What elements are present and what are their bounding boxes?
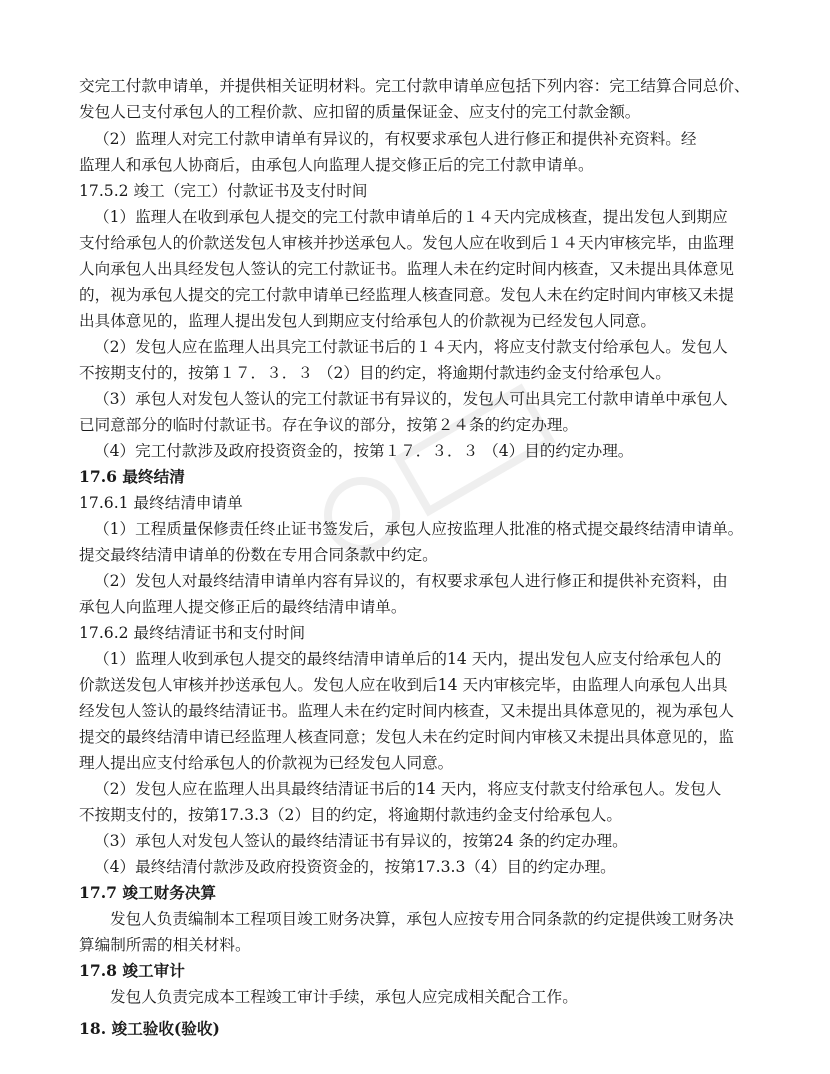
body-line: （1）监理人在收到承包人提交的完工付款申请单后的１４天内完成核查，提出发包人到期应: [94, 208, 728, 226]
body-line: 支付给承包人的价款送发包人审核并抄送承包人。发包人应在收到后１４天内审核完毕，由监理: [79, 234, 734, 252]
chapter-heading: 18. 竣工验收(验收): [79, 1019, 220, 1038]
body-line: （3）承包人对发包人签认的完工付款证书有异议的，发包人可出具完工付款申请单中承包人: [94, 390, 728, 408]
section-heading: 17.8 竣工审计: [79, 961, 185, 980]
body-line: （2）发包人应在监理人出具最终结清证书后的14 天内，将应支付款支付给承包人。发包人: [94, 780, 722, 798]
body-line: 的，视为承包人提交的完工付款申请单已经监理人核查同意。发包人未在约定时间内审核又未提: [79, 286, 734, 304]
body-line: 已同意部分的临时付款证书。存在争议的部分，按第２４条的约定办理。: [79, 416, 579, 434]
body-line: （2）发包人对最终结清申请单内容有异议的，有权要求承包人进行修正和提供补充资料，由: [94, 572, 728, 590]
body-line: 出具体意见的，监理人提出发包人到期应支付给承包人的价款视为已经发包人同意。: [79, 312, 656, 330]
body-line: 理人提出应支付给承包人的价款视为已经发包人同意。: [79, 754, 454, 772]
section-heading: 17.6 最终结清: [79, 467, 185, 486]
body-line: 不按期支付的，按第１７．３．３ （2）目的约定，将逾期付款违约金支付给承包人。: [79, 364, 671, 382]
body-line: 监理人和承包人协商后，由承包人向监理人提交修正后的完工付款申请单。: [79, 156, 594, 174]
body-line: 发包人负责编制本工程项目竣工财务决算，承包人应按专用合同条款的约定提供竣工财务决: [110, 910, 734, 928]
body-line: 交完工付款申请单，并提供相关证明材料。完工付款申请单应包括下列内容：完工结算合同总价、: [79, 77, 750, 95]
body-line: 发包人已支付承包人的工程价款、应扣留的质量保证金、应支付的完工付款金额。: [79, 103, 641, 121]
body-line: 人向承包人出具经发包人签认的完工付款证书。监理人未在约定时间内核查，又未提出具体意见: [79, 260, 734, 278]
body-line: 提交最终结清申请单的份数在专用合同条款中约定。: [79, 546, 438, 564]
clause-heading: 17.5.2 竣工（完工）付款证书及支付时间: [79, 182, 368, 200]
body-line: 算编制所需的相关材料。: [79, 936, 251, 954]
body-line: 不按期支付的，按第17.3.3（2）目的约定，将逾期付款违约金支付给承包人。: [79, 806, 622, 824]
body-line: 提交的最终结清申请已经监理人核查同意；发包人未在约定时间内审核又未提出具体意见的，监: [79, 728, 734, 746]
body-line: （4）完工付款涉及政府投资资金的，按第１７．３．３ （4）目的约定办理。: [94, 442, 634, 460]
body-line: （2）发包人应在监理人出具完工付款证书后的１４天内，将应支付款支付给承包人。发包人: [94, 338, 728, 356]
body-line: （1）监理人收到承包人提交的最终结清申请单后的14 天内，提出发包人应支付给承包人的: [94, 650, 722, 668]
clause-heading: 17.6.1 最终结清申请单: [79, 494, 243, 512]
section-heading: 17.7 竣工财务决算: [79, 883, 216, 902]
body-line: （3）承包人对发包人签认的最终结清证书有异议的，按第24 条的约定办理。: [94, 832, 628, 850]
body-line: 发包人负责完成本工程竣工审计手续，承包人应完成相关配合工作。: [110, 988, 578, 1006]
body-line: （2）监理人对完工付款申请单有异议的，有权要求承包人进行修正和提供补充资料。经: [94, 130, 697, 148]
body-line: （4）最终结清付款涉及政府投资资金的，按第17.3.3（4）目的约定办理。: [94, 858, 616, 876]
body-line: 经发包人签认的最终结清证书。监理人未在约定时间内核查，又未提出具体意见的，视为承包人: [79, 702, 734, 720]
clause-heading: 17.6.2 最终结清证书和支付时间: [79, 624, 306, 642]
body-line: （1）工程质量保修责任终止证书签发后，承包人应按监理人批准的格式提交最终结清申请单。: [94, 520, 744, 538]
body-line: 承包人向监理人提交修正后的最终结清申请单。: [79, 598, 407, 616]
body-line: 价款送发包人审核并抄送承包人。发包人应在收到后14 天内审核完毕，由监理人向承包人出具: [79, 676, 728, 694]
